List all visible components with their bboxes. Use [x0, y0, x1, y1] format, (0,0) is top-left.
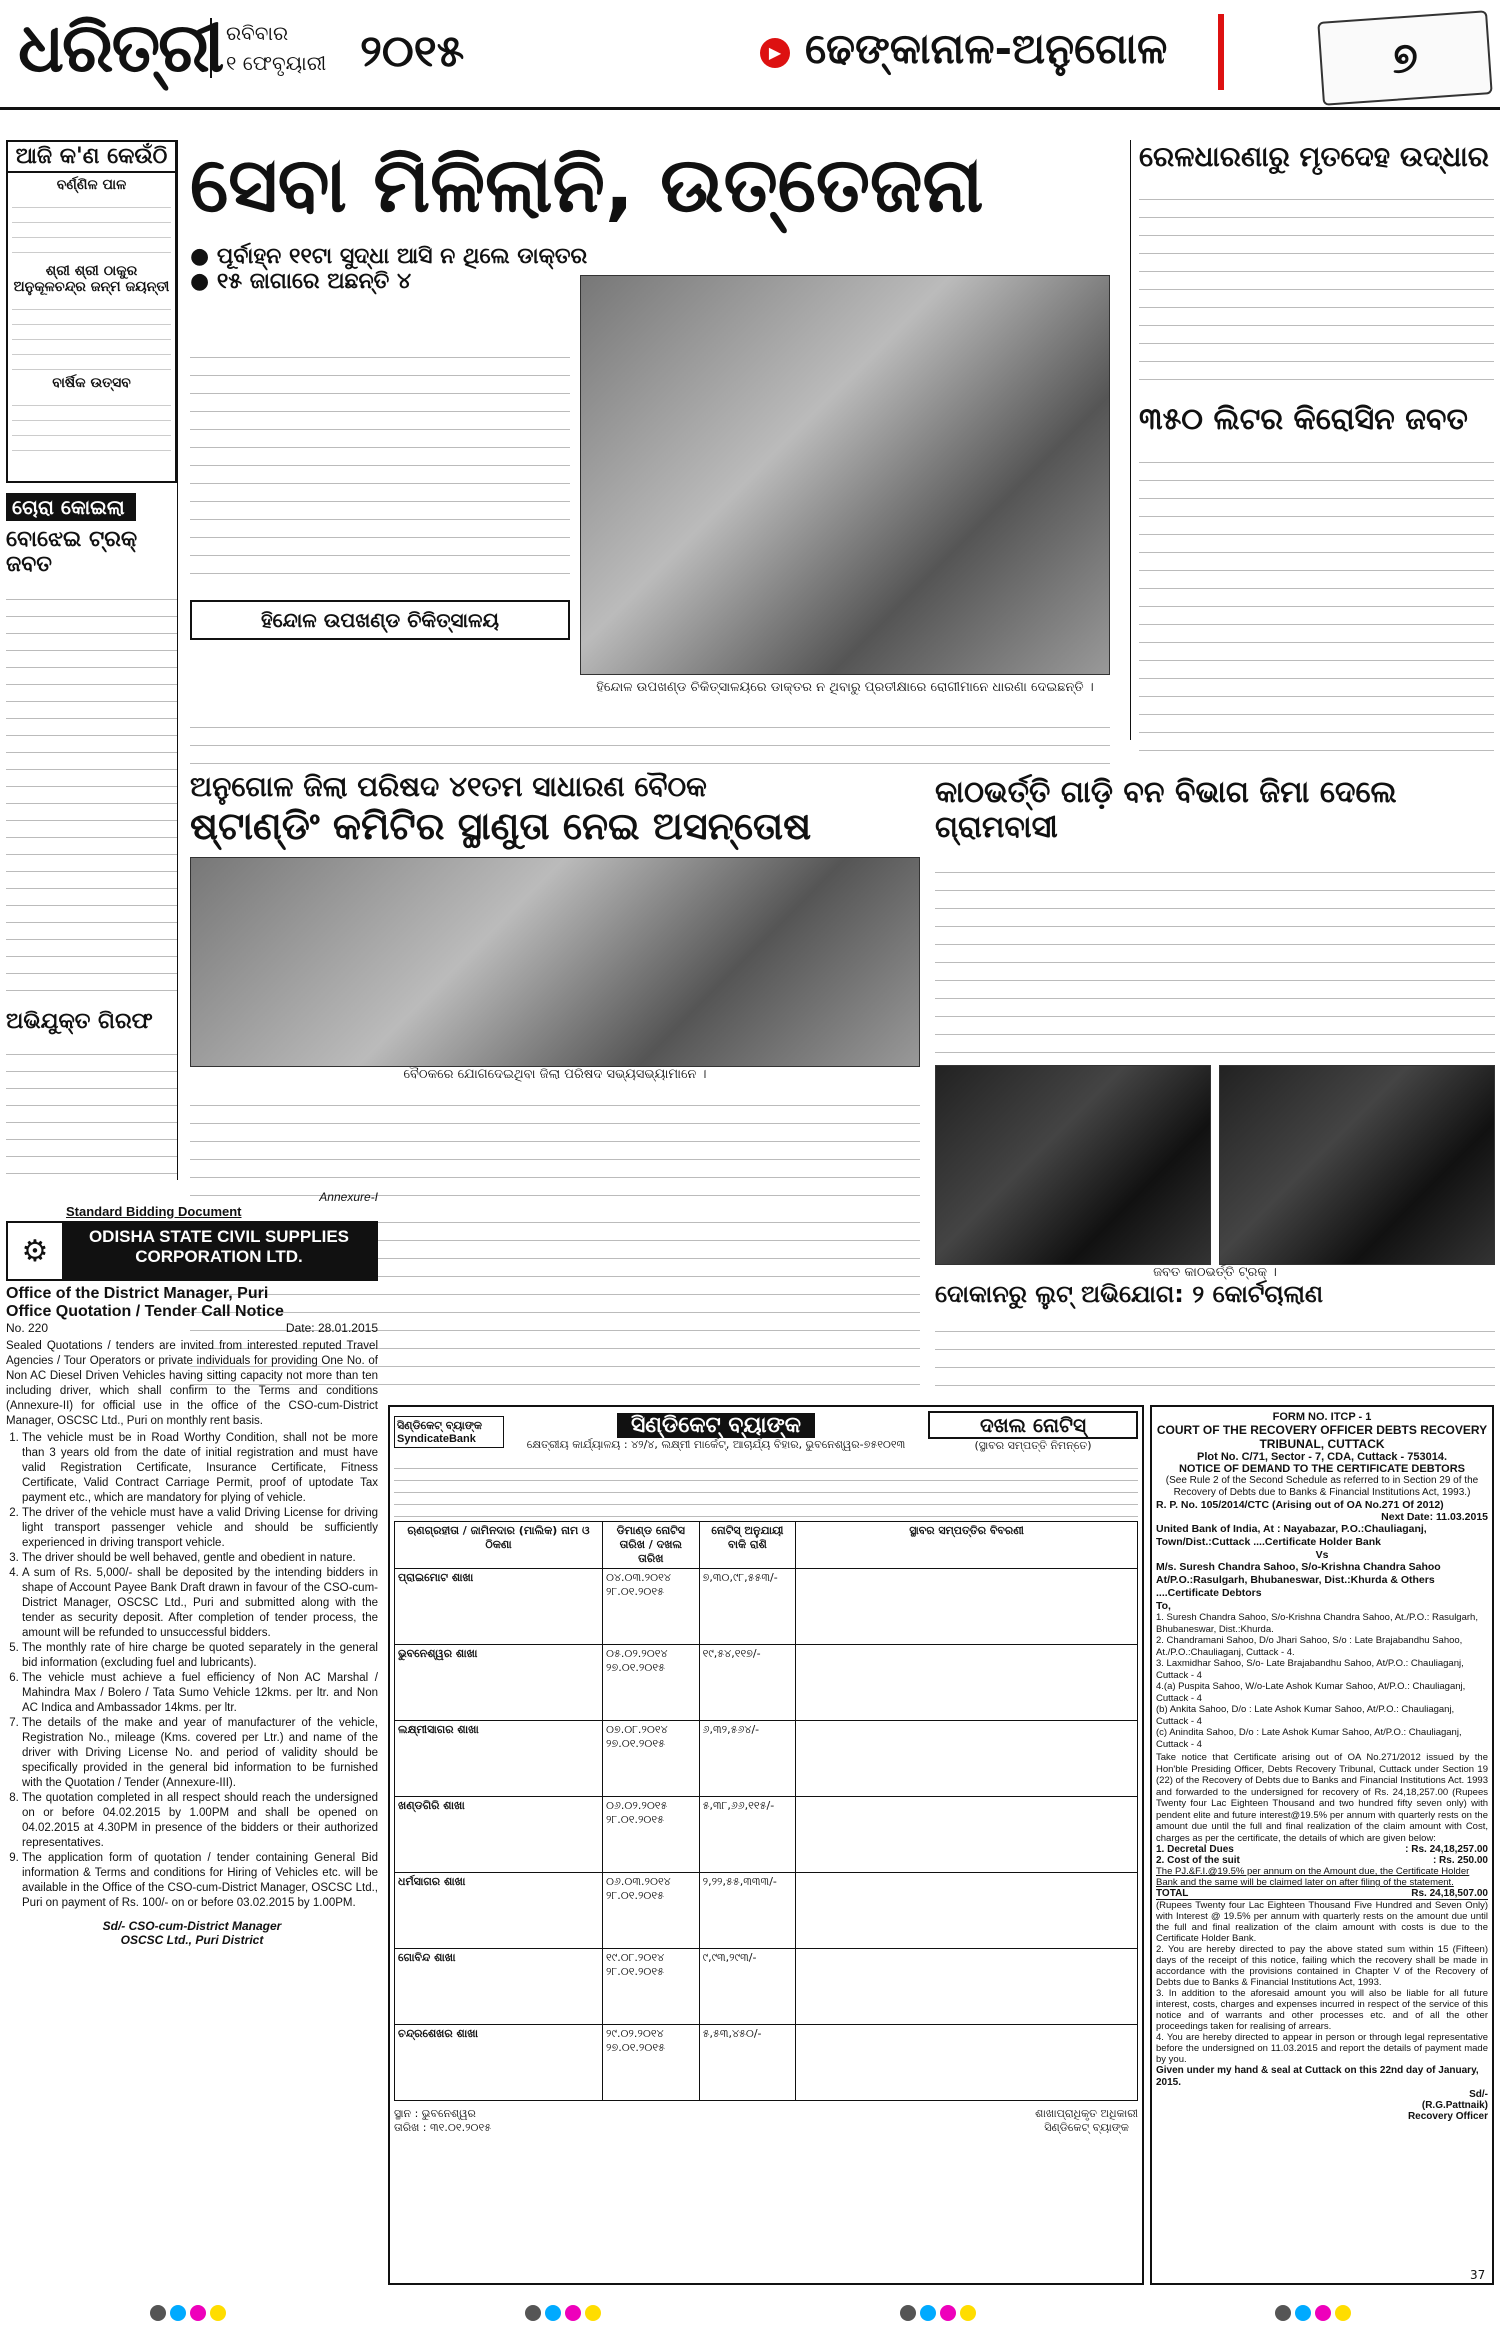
council-kicker: ଅନୁଗୋଳ ଜିଲା ପରିଷଦ ୪୧ତମ ସାଧାରଣ ବୈଠକ: [190, 770, 707, 803]
print-marks: [0, 2296, 1500, 2330]
lead-story: [190, 130, 1110, 770]
timber-headline: କାଠଭର୍ତ୍ତି ଗାଡ଼ି ବନ ବିଭାଗ ଜିମା ଦେଲେ ଗ୍ରାମବାସୀ: [935, 775, 1397, 845]
syndicate-intro: [394, 1457, 1138, 1517]
issue-date-text: ୧ ଫେବୃୟାରୀ: [226, 51, 327, 75]
issue-date: [210, 18, 326, 78]
syndicate-title: ସିଣ୍ଡିକେଟ୍ ବ୍ୟାଙ୍କ: [617, 1413, 815, 1438]
syn-amount: ୭,୩୦,୯୮,୫୫୩/-: [699, 1569, 796, 1645]
right2-headline: ୩୫୦ ଲିଟର କିରୋସିନ ଜବତ: [1139, 402, 1468, 437]
lead-sub-2-text: ୧୫ ଜାଗାରେ ଅଛନ୍ତି ୪: [216, 269, 412, 294]
council-caption: ବୈଠକରେ ଯୋଗଦେଇଥିବା ଜିଲା ପରିଷଦ ସଭ୍ୟସଭ୍ୟାମାନେ ।: [403, 1067, 707, 1082]
drt-para-3: 3. In addition to the aforesaid amount you will also be liable for all future interest, costs, charges and expenses incurred in respect of the service of this notice and of warrants and other processes etc. and of all the other proceedings taken for realising of arrears.: [1156, 1988, 1488, 2032]
tender-std: Standard Bidding Document: [66, 1204, 242, 1219]
list-item: 3. Laxmidhar Sahoo, S/o- Late Brajabandhu Sahoo, At/P.O.: Chauliaganj, Cuttack - 4: [1156, 1658, 1464, 1681]
coal-headline: ବୋଝେଇ ଟ୍ରକ୍ ଜବତ: [6, 527, 138, 577]
drt-words: (Rupees Twenty four Lac Eighteen Thousand Five Hundred and Seven Only) with Interest @ 19.5% per annum with quarterly rests on the amount due until the full and final realization of the claim amount with costs is due to the Certificate Holder Bank.: [1156, 1900, 1488, 1944]
right2-body: [1139, 445, 1494, 755]
syn-date-2: ୨୮.୦୧.୨୦୧୫: [606, 1965, 664, 1978]
syn-sign-2: ସିଣ୍ଡିକେଟ୍ ବ୍ୟାଙ୍କ: [1044, 2121, 1129, 2134]
syn-date-2: ୨୮.୦୧.୨୦୧୫: [606, 1585, 664, 1598]
drt-next-date: Next Date: 11.03.2015: [1381, 1511, 1488, 1523]
today-text-2: [12, 295, 171, 375]
timber-story: [935, 775, 1495, 1280]
tender-intro: Sealed Quotations / tenders are invited from interested reputed Travel Agencies / Tour Operators or private individuals for providing One No. of Non AC Diesel Driven Vehicles having sitting capacity not more than ten including driver, which shall confirm to the Terms and conditions (Annexure-II) for official use in the office of the CSO-cum-District Manager, OSCSC Ltd., Puri on monthly rent basis.: [6, 1340, 378, 1427]
syn-branch: ପ୍ରାଇମୋଟ ଶାଖା: [398, 1571, 474, 1584]
timber-photo-2: [1219, 1065, 1495, 1265]
syn-date: ତାରିଖ : ୩୧.୦୧.୨୦୧୫: [394, 2121, 492, 2134]
tender-notice-title: Office Quotation / Tender Call Notice: [6, 1303, 284, 1320]
syn-amount: ୫,୩୮,୬୬,୧୧୫/-: [699, 1797, 796, 1873]
lead-sub-1-text: ପୂର୍ବାହ୍ନ ୧୧ଟା ସୁଦ୍ଧା ଆସି ନ ଥିଲେ ଡାକ୍ତର: [216, 244, 588, 269]
arrest-body: [6, 1038, 177, 1188]
syn-col-1: ଋଣଗ୍ରହୀତା / ଜାମିନଦାର (ମାଲିକ) ନାମ ଓ ଠିକଣା: [395, 1522, 603, 1569]
today-item-1: ବର୍ଣ୍ଣିଳ ପାଳ: [56, 177, 127, 193]
syn-branch: ଗୋବିନ୍ଦ ଶାଖା: [398, 1951, 456, 1964]
today-text-3: [12, 391, 171, 451]
lead-sub-1: ● ପୂର୍ବାହ୍ନ ୧୧ଟା ସୁଦ୍ଧା ଆସି ନ ଥିଲେ ଡାକ୍ତର: [190, 244, 588, 269]
list-item: 4.(a) Puspita Sahoo, W/o-Late Ashok Kumar Sahoo, At/P.O.: Chauliaganj, Cuttack - 4: [1156, 1681, 1466, 1704]
tender-no: No. 220: [6, 1321, 49, 1335]
drt-notice: [1150, 1405, 1494, 2285]
today-box: [6, 173, 177, 483]
tender-notice: [6, 1190, 378, 2290]
council-body: [190, 1088, 920, 1198]
drt-para-2: 2. You are hereby directed to pay the above stated sum within 15 (Fifteen) days of the receipt of this notice, failing which the recovery shall be made in accordance with the provisions contained in Chapter V of the Recovery of Debts due to Banks & Financial Institutions Act, 1993.: [1156, 1944, 1488, 1988]
lead-infobox: ହିନ୍ଦୋଳ ଉପଖଣ୍ଡ ଚିକିତ୍ସାଳୟ: [190, 600, 570, 640]
drt-body: Take notice that Certificate arising out of OA No.271/2012 issued by the Hon'ble Presiding Officer, Debts Recovery Tribunal, Cuttack under Section 19 (22) of the Recovery of Debts due to Banks and Financial Institutions Act. 1993 and forwarded to the undersigned for recovery of Rs. 24,18,257.00 (Rupees Twenty four Lac Eighteen Thousand and two hundred fifty seven only) with pendent elite and future interest@19.5% per annum with quarterly rests on the amount due until the full and final realization of the claim amount with Cost, charges as per the certificate, the details of which are given below:: [1156, 1752, 1488, 1844]
list-item: 2. Chandramani Sahoo, D/o Jhari Sahoo, S/o : Late Brajabandhu Sahoo, At./P.O.:Chauliaganj, Cuttack - 4.: [1156, 1635, 1463, 1658]
syn-amount: ୬,୩୨,୫୬୪/-: [699, 1721, 796, 1797]
syn-branch: ଖଣ୍ଡଗିରି ଶାଖା: [398, 1799, 465, 1812]
drt-address: Plot No. C/71, Sector - 7, CDA, Cuttack - 753014.: [1196, 1451, 1448, 1463]
syn-col-4: ସ୍ଥାବର ସମ୍ପତ୍ତିର ବିବରଣୀ: [796, 1522, 1138, 1569]
tender-sign: Sd/- CSO-cum-District Manager: [102, 1919, 282, 1933]
drt-cost-label: 2. Cost of the suit: [1156, 1855, 1240, 1866]
council-story: [190, 770, 920, 1200]
syn-place: ସ୍ଥାନ : ଭୁବନେଶ୍ୱର: [394, 2107, 476, 2120]
syndicate-logo: [394, 1416, 504, 1448]
tender-item: 6. The vehicle must achieve a fuel efficiency of Non AC Marshal / Mahindra Max / Bolero / Tata Sumo Vehicle 12kms. per ltr. and Non AC Indica and Ambassador 14kms. per ltr.: [22, 1671, 378, 1716]
drt-dues-value: : Rs. 24,18,257.00: [1405, 1844, 1488, 1855]
syn-amount: ୯,୯୩,୨୯୩/-: [699, 1949, 796, 2025]
loot-story: [935, 1280, 1495, 1400]
syn-amount: ୨,୨୨,୫୫,୩୩୩/-: [699, 1873, 796, 1949]
council-photo: [190, 857, 920, 1067]
table-row: [395, 1949, 1138, 2025]
tender-org: ODISHA STATE CIVIL SUPPLIES CORPORATION LTD.: [62, 1223, 376, 1279]
council-headline: ଷ୍ଟାଣ୍ଡିଂ କମିଟିର ସ୍ଥାଣୁତା ନେଇ ଅସନ୍ତୋଷ: [190, 804, 812, 848]
syn-sign: ଶାଖାପ୍ରାଧିକୃତ ଅଧିକାରୀ: [1035, 2107, 1138, 2120]
syndicate-table: [394, 1521, 1138, 2101]
drt-form: FORM NO. ITCP - 1: [1272, 1411, 1372, 1423]
color-swatch: [1273, 2305, 1353, 2321]
play-icon: ▶: [760, 38, 790, 68]
lead-body-1: [190, 340, 570, 590]
masthead-divider: [1218, 14, 1224, 90]
syn-date-1: ୧୯.୦୮.୨୦୧୪: [606, 1951, 665, 1964]
syndicate-address: କ୍ଷେତ୍ରୀୟ କାର୍ଯ୍ୟାଳୟ : ୪୨/୪, ଲକ୍ଷ୍ମୀ ମାର୍କେଟ୍, ଆଚାର୍ଯ୍ୟ ବିହାର, ଭୁବନେଶ୍ୱର-୭୫୧୦୧୩: [526, 1437, 906, 1451]
tender-items: [6, 1431, 378, 1911]
table-row: [395, 1721, 1138, 1797]
tender-item: 3. The driver should be well behaved, gentle and obedient in nature.: [22, 1551, 378, 1566]
today-text-1: [12, 193, 171, 263]
tender-item: 1. The vehicle must be in Road Worthy Condition, shall not be more than 3 years old from the date of initial registration and must have valid Registration Certificate, Insurance Certificate, Fitness Certificate, Valid Contract Carriage Permit, proof of uptodate Tax payment etc., which are mandatory for plying of vehicle.: [22, 1431, 378, 1506]
drt-vs: Vs: [1315, 1549, 1329, 1561]
lead-photo: [580, 275, 1110, 675]
syn-date-1: ୦୬.୦୨.୨୦୧୫: [606, 1799, 668, 1812]
loot-headline: ଦୋକାନରୁ ଲୁଟ୍ ଅଭିଯୋଗ: ୨ କୋର୍ଟଚାଲାଣ: [935, 1280, 1324, 1308]
table-row: [395, 1797, 1138, 1873]
syn-col-3: ନୋଟିସ୍ ଅନୁଯାୟୀ ବାକି ରାଶି: [699, 1522, 796, 1569]
page-number: ୭: [1317, 10, 1492, 106]
table-row: [395, 1645, 1138, 1721]
syn-branch: ଲକ୍ଷ୍ମୀସାଗର ଶାଖା: [398, 1723, 479, 1736]
oscsc-logo-icon: ⚙: [21, 1234, 49, 1268]
tender-date: Date: 28.01.2015: [285, 1321, 378, 1335]
list-item: (c) Anindita Sahoo, D/o : Late Ashok Kumar Sahoo, At/P.O.: Chauliaganj, Cuttack - 4: [1156, 1727, 1462, 1750]
drt-to: To,: [1156, 1600, 1171, 1612]
syndicate-notice: [388, 1405, 1144, 2285]
syn-date-2: ୨୭.୦୧.୨୦୧୫: [606, 1661, 665, 1674]
lead-body-2: [190, 710, 1110, 770]
lead-headline: ସେବା ମିଳିଲାନି, ଉତ୍ତେଜନା: [190, 140, 984, 229]
right-column: [1130, 140, 1494, 740]
today-box-title: ଆଜି କ'ଣ କେଉଁଠି: [6, 140, 177, 173]
syn-date-1: ୦୬.୦୩.୨୦୧୪: [606, 1875, 671, 1888]
drt-pfi: The PJ.&F.I.@19.5% per annum on the Amount due, the Certificate Holder Bank and the same will be claimed later on after filing of the statement.: [1156, 1866, 1470, 1888]
color-swatch: [148, 2305, 228, 2321]
drt-rp: R. P. No. 105/2014/CTC (Arising out of OA No.271 Of 2012): [1156, 1499, 1444, 1511]
syn-branch: ଭୁବନେଶ୍ୱର ଶାଖା: [398, 1647, 478, 1660]
left-sidebar: [6, 140, 178, 1180]
tender-sign-2: OSCSC Ltd., Puri District: [120, 1933, 264, 1947]
list-item: 1. Suresh Chandra Sahoo, S/o-Krishna Chandra Sahoo, At./P.O.: Rasulgarh, Bhubaneswar, Dist.:Khurda.: [1156, 1612, 1478, 1635]
footer-number: 37: [1470, 2268, 1486, 2282]
syn-date-2: ୨୭.୦୧.୨୦୧୫: [606, 1737, 665, 1750]
drt-total-label: TOTAL: [1156, 1888, 1189, 1899]
drt-holder: United Bank of India, At : Nayabazar, P.O.:Chauliaganj, Town/Dist.:Cuttack ....Certificate Holder Bank: [1156, 1523, 1427, 1548]
coal-body: [6, 583, 177, 1003]
timber-photo-1: [935, 1065, 1211, 1265]
masthead: [0, 0, 1500, 110]
syn-date-2: ୨୭.୦୧.୨୦୧୫: [606, 2041, 665, 2054]
today-item-2: ଶ୍ରୀ ଶ୍ରୀ ଠାକୁର ଅନୁକୂଳଚନ୍ଦ୍ର ଜନ୍ମ ଜୟନ୍ତୀ: [13, 263, 170, 295]
lead-caption: ହିନ୍ଦୋଳ ଉପଖଣ୍ଡ ଚିକିତ୍ସାଳୟରେ ଡାକ୍ତର ନ ଥିବାରୁ ପ୍ରତୀକ୍ଷାରେ ରୋଗୀମାନେ ଧାରଣା ଦେଇଛନ୍ତି ।: [596, 680, 1094, 695]
table-row: [395, 1873, 1138, 1949]
color-swatch: [898, 2305, 978, 2321]
issue-day: ରବିବାର: [226, 21, 289, 45]
drt-total-value: Rs. 24,18,507.00: [1411, 1888, 1488, 1899]
syn-date-2: ୨୮.୦୧.୨୦୧୫: [606, 1813, 664, 1826]
syn-amount: ୧୯,୫୪,୧୧୭/-: [699, 1645, 796, 1721]
drt-signer-title: Recovery Officer: [1407, 2111, 1488, 2122]
syn-date-2: ୨୮.୦୧.୨୦୧୫: [606, 1889, 664, 1902]
lead-sub-2: ● ୧୫ ଜାଗାରେ ଅଛନ୍ତି ୪: [190, 269, 412, 294]
drt-cost-value: : Rs. 250.00: [1432, 1855, 1488, 1866]
syn-col-2: ଡିମାଣ୍ଡ ନୋଟିସ ତାରିଖ / ଦଖଲ ତାରିଖ: [603, 1522, 700, 1569]
syndicate-notice-sub: (ସ୍ଥାବର ସମ୍ପତ୍ତି ନିମନ୍ତେ): [974, 1439, 1092, 1452]
right1-body: [1139, 182, 1494, 382]
tender-item: 2. The driver of the vehicle must have a valid Driving License for driving light transport passenger vehicle and should be sufficiently experienced in driving transport vehicle.: [22, 1506, 378, 1551]
syndicate-brand: SyndicateBank: [397, 1433, 476, 1445]
edition-name: ଢେଙ୍କାନାଳ-ଅନୁଗୋଳ: [805, 24, 1168, 73]
syndicate-notice-title: ଦଖଲ ନୋଟିସ୍: [928, 1411, 1138, 1439]
arrest-headline: ଅଭିଯୁକ୍ତ ଗିରଫ: [6, 1009, 153, 1034]
tender-item: 4. A sum of Rs. 5,000/- shall be deposited by the intending bidders in shape of Account Payee Bank Draft drawn in favour of the CSO-cum-District Manager, OSCSC Ltd., Puri and submitted along with the tender as security deposit. After completion of tender process, the amount will be refunded to unsuccessful bidders.: [22, 1566, 378, 1641]
timber-caption: ଜବତ କାଠଭର୍ତ୍ତି ଟ୍ରକ୍ ।: [1153, 1265, 1277, 1280]
syn-date-1: ୦୫.୦୨.୨୦୧୪: [606, 1647, 668, 1660]
drt-notice-title: NOTICE OF DEMAND TO THE CERTIFICATE DEBTORS: [1178, 1463, 1465, 1475]
drt-given: Given under my hand & seal at Cuttack on this 22nd day of January, 2015.: [1156, 2065, 1479, 2088]
drt-rule: (See Rule 2 of the Second Schedule as referred to in Section 29 of the Recovery of Debts due to Banks & Financial Institutions Act, 1993.): [1165, 1475, 1479, 1498]
drt-list: [1156, 1612, 1488, 1750]
syndicate-brand-od: ସିଣ୍ଡିକେଟ୍ ବ୍ୟାଙ୍କ: [397, 1419, 483, 1432]
list-item: (b) Ankita Sahoo, D/o : Late Ashok Kumar Sahoo, At/P.O.: Chauliaganj, Cuttack - 4: [1156, 1704, 1455, 1727]
tender-annex: Annexure-I: [319, 1190, 378, 1204]
syn-date-1: ୨୯.୦୨.୨୦୧୪: [606, 2027, 664, 2040]
tender-item: 7. The details of the make and year of manufacturer of the vehicle, Registration No., mileage (Kms. covered per Ltr.) and name of the driver with Driving License No. and period of validity should be specifically provided in the general bid information to be furnished with the Quotation / Tender (Annexure-III).: [22, 1716, 378, 1791]
right1-headline: ରେଳଧାରଣାରୁ ମୃତଦେହ ଉଦ୍ଧାର: [1139, 140, 1489, 173]
tender-office: Office of the District Manager, Puri: [6, 1285, 269, 1302]
syn-branch: ଚନ୍ଦ୍ରଶେଖର ଶାଖା: [398, 2027, 478, 2040]
tender-item: 5. The monthly rate of hire charge be quoted separately in the general bid information (excluding fuel and lubricants).: [22, 1641, 378, 1671]
drt-para-4: 4. You are hereby directed to appear in person or through legal representative before the undersigned on 11.03.2015 and report the details of payment made by you.: [1156, 2032, 1488, 2065]
tender-item: 9. The application form of quotation / tender containing General Bid information & Terms and conditions for Hiring of Vehicles etc. will be available in the Office of the CSO-cum-District Manager, OSCSC Ltd., Puri on payment of Rs. 100/- on or before 03.02.2015 by 1.00PM.: [22, 1851, 378, 1911]
newspaper-logo: ଧରିତ୍ରୀ: [18, 8, 223, 88]
drt-sd: Sd/-: [1469, 2089, 1488, 2100]
table-row: [395, 1569, 1138, 1645]
color-swatch: [523, 2305, 603, 2321]
drt-signer: (R.G.Pattnaik): [1421, 2100, 1488, 2111]
syn-date-1: ୦୪.୦୩.୨୦୧୪: [606, 1571, 671, 1584]
syn-amount: ୫,୫୩,୪୫୦/-: [699, 2025, 796, 2101]
timber-body: [935, 855, 1495, 1055]
issue-year: ୨୦୧୫: [360, 26, 465, 77]
drt-title: COURT OF THE RECOVERY OFFICER DEBTS RECOVERY TRIBUNAL, CUTTACK: [1156, 1423, 1488, 1451]
loot-body: [935, 1314, 1495, 1394]
drt-debtors: M/s. Suresh Chandra Sahoo, S/o-Krishna Chandra Sahoo At/P.O.:Rasulgarh, Bhubaneswar, Dist.:Khurda & Others ....Certificate Debtors: [1156, 1561, 1441, 1599]
today-item-3: ବାର୍ଷିକ ଉତ୍ସବ: [52, 375, 131, 391]
syn-date-1: ୦୭.୦୮.୨୦୧୪: [606, 1723, 668, 1736]
table-row: [395, 2025, 1138, 2101]
drt-dues-label: 1. Decretal Dues: [1156, 1844, 1234, 1855]
coal-kicker: ଚୋରା କୋଇଲା: [6, 493, 136, 521]
syn-branch: ଧର୍ମସାଗର ଶାଖା: [398, 1875, 466, 1888]
tender-item: 8. The quotation completed in all respect should reach the undersigned on or before 04.02.2015 by 1.00PM and shall be opened on 04.02.2015 at 4.30PM in presence of the bidders or their authorized representatives.: [22, 1791, 378, 1851]
